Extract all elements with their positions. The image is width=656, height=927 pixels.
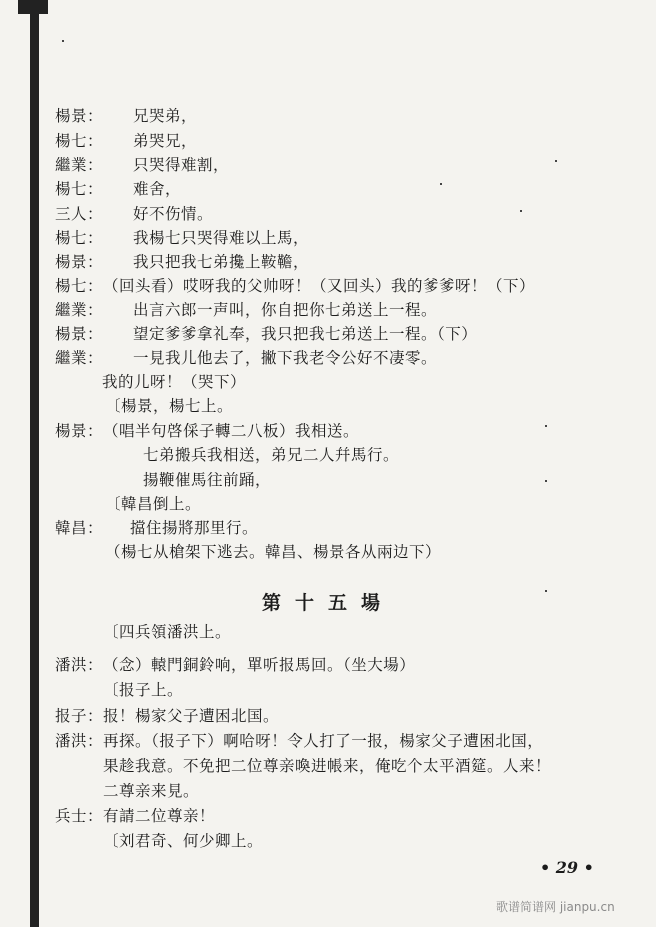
dialogue-text: 弟哭兄， xyxy=(133,132,198,150)
speaker-name: 楊景： xyxy=(55,253,104,271)
dialogue-text: 〔报子上。 xyxy=(103,681,184,699)
dialogue-text: 〔楊景，楊七上。 xyxy=(105,397,234,415)
scan-speck xyxy=(520,210,522,212)
scene-title: 第十五場 xyxy=(261,592,394,614)
speaker-name: 报子： xyxy=(55,707,104,725)
scan-speck xyxy=(545,590,547,592)
dialogue-text: 七弟搬兵我相送，弟兄二人幷馬行。 xyxy=(143,446,400,464)
dialogue-text: 我只把我七弟攙上鞍韂， xyxy=(133,253,310,271)
dialogue-text: 二尊亲来見。 xyxy=(103,782,200,800)
watermark: 歌谱简谱网 jianpu.cn xyxy=(496,900,615,914)
speaker-name: 楊七： xyxy=(55,229,104,247)
dialogue-text: 望定爹爹拿礼奉，我只把我七弟送上一程。（下） xyxy=(133,325,478,343)
speaker-name: 楊景： xyxy=(55,325,104,343)
scan-speck xyxy=(62,40,64,42)
speaker-name: 潘洪： xyxy=(55,732,104,750)
dialogue-text: 出言六郎一声叫，你自把你七弟送上一程。 xyxy=(133,301,438,319)
speaker-name: 楊景： xyxy=(55,107,104,125)
dialogue-text: 〔韓昌倒上。 xyxy=(105,495,202,513)
binding-edge xyxy=(30,0,39,927)
scan-speck xyxy=(545,480,547,482)
speaker-name: 繼業： xyxy=(55,349,104,367)
dialogue-text: 擋住揚將那里行。 xyxy=(130,519,259,537)
dialogue-text: 果趁我意。不免把二位尊亲喚进帳来，俺吃个太平酒筵。人来！ xyxy=(103,757,552,775)
scan-speck xyxy=(555,160,557,162)
speaker-name: 楊七： xyxy=(55,277,104,295)
dialogue-text: 有請二位尊亲！ xyxy=(103,807,216,825)
dialogue-text: 我的儿呀！（哭下） xyxy=(102,373,247,391)
page-number: • 29 • xyxy=(540,858,594,877)
dialogue-text: 再探。（报子下）啊哈呀！令人打了一报，楊家父子遭困北国， xyxy=(103,732,544,750)
speaker-name: 韓昌： xyxy=(55,519,104,537)
dialogue-text: （楊七从槍架下逃去。韓昌、楊景各从兩边下） xyxy=(105,543,442,561)
speaker-name: 楊七： xyxy=(55,180,104,198)
dialogue-text: （唱半句啓倸子轉二八板）我相送。 xyxy=(103,422,360,440)
speaker-name: 三人： xyxy=(55,205,104,223)
scan-speck xyxy=(545,425,547,427)
scan-speck xyxy=(440,183,442,185)
speaker-name: 楊景： xyxy=(55,422,104,440)
dialogue-text: 一見我儿他去了，撇下我老令公好不凄零。 xyxy=(133,349,438,367)
dialogue-text: 只哭得难割， xyxy=(133,156,230,174)
dialogue-text: 好不伤情。 xyxy=(133,205,214,223)
speaker-name: 繼業： xyxy=(55,301,104,319)
speaker-name: 兵士： xyxy=(55,807,104,825)
dialogue-text: 〔四兵領潘洪上。 xyxy=(103,623,232,641)
speaker-name: 楊七： xyxy=(55,132,104,150)
dialogue-text: 〔刘君奇、何少卿上。 xyxy=(103,832,264,850)
dialogue-text: 兄哭弟， xyxy=(133,107,198,125)
dialogue-text: （回头看）哎呀我的父帅呀！（又回头）我的爹爹呀！（下） xyxy=(103,277,536,295)
dialogue-text: 报！楊家父子遭困北国。 xyxy=(103,707,280,725)
dialogue-text: 揚鞭催馬往前踊， xyxy=(143,471,272,489)
dialogue-text: 我楊七只哭得难以上馬， xyxy=(133,229,310,247)
dialogue-text: （念）轅門銅鈴响，單听报馬回。（坐大場） xyxy=(103,656,416,674)
speaker-name: 潘洪： xyxy=(55,656,104,674)
dialogue-text: 难舍， xyxy=(133,180,182,198)
speaker-name: 繼業： xyxy=(55,156,104,174)
